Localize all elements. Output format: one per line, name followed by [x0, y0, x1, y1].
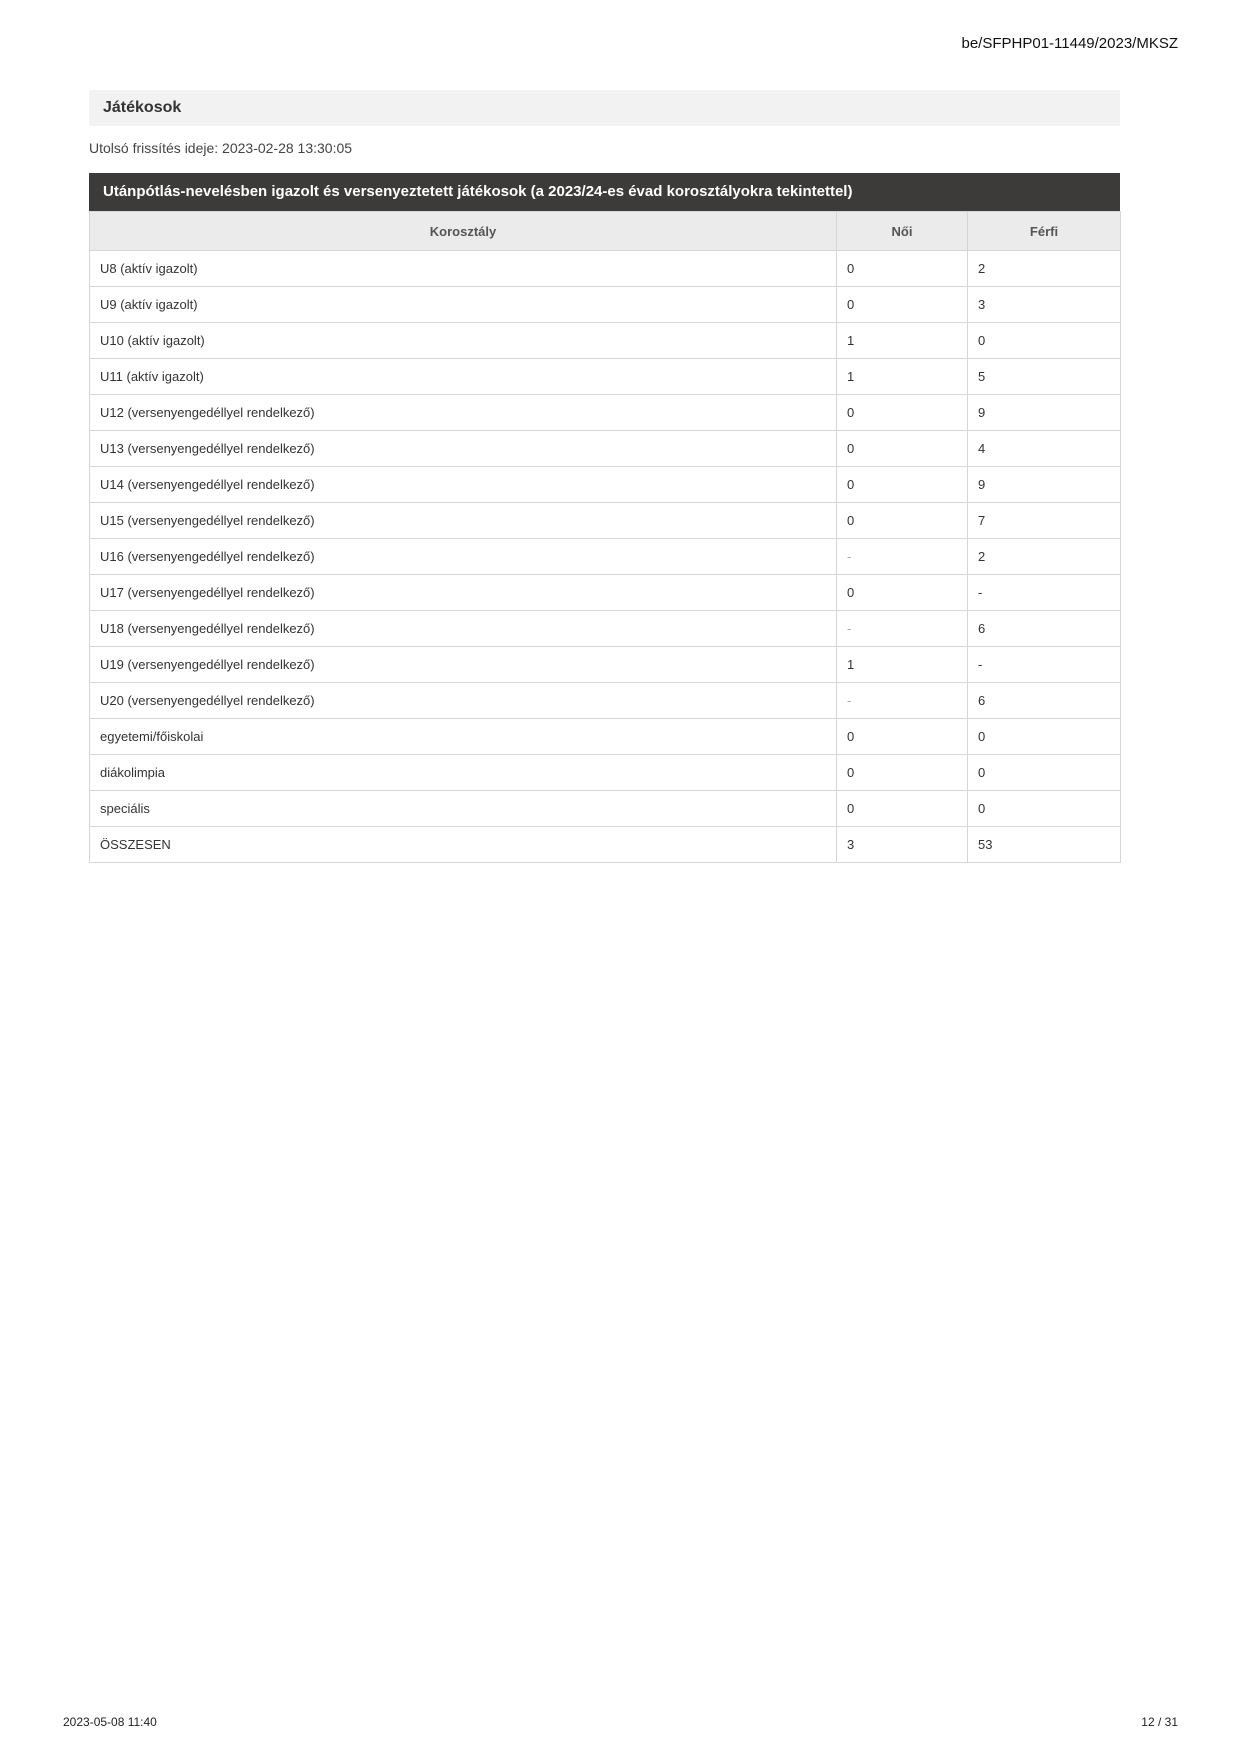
cell-male: 0 — [968, 323, 1121, 359]
cell-female: 0 — [837, 503, 968, 539]
cell-female: 0 — [837, 395, 968, 431]
cell-male: 0 — [968, 791, 1121, 827]
cell-female: 0 — [837, 251, 968, 287]
document-reference: be/SFPHP01-11449/2023/MKSZ — [961, 35, 1178, 52]
cell-category: U9 (aktív igazolt) — [90, 287, 837, 323]
table-row — [90, 611, 1121, 647]
table-header-row — [90, 212, 1121, 251]
header-male: Férfi — [968, 212, 1121, 251]
header-category: Korosztály — [90, 212, 837, 251]
cell-male: 0 — [968, 755, 1121, 791]
table-body — [90, 251, 1121, 863]
cell-male: 2 — [968, 251, 1121, 287]
cell-female: - — [837, 611, 968, 647]
cell-female: 0 — [837, 791, 968, 827]
cell-male: 3 — [968, 287, 1121, 323]
header-female: Női — [837, 212, 968, 251]
table-row — [90, 395, 1121, 431]
cell-female: - — [837, 539, 968, 575]
footer-date: 2023-05-08 11:40 — [63, 1715, 157, 1729]
cell-category: U8 (aktív igazolt) — [90, 251, 837, 287]
cell-category: U20 (versenyengedéllyel rendelkező) — [90, 683, 837, 719]
table-row — [90, 323, 1121, 359]
table-row — [90, 827, 1121, 863]
cell-male: 7 — [968, 503, 1121, 539]
section-header — [89, 90, 1120, 126]
table-row — [90, 683, 1121, 719]
cell-female: 0 — [837, 431, 968, 467]
players-table-container — [89, 173, 1120, 863]
table-row — [90, 359, 1121, 395]
last-updated-text: Utolsó frissítés ideje: 2023-02-28 13:30:05 — [89, 140, 353, 156]
cell-male: 5 — [968, 359, 1121, 395]
cell-male: - — [968, 647, 1121, 683]
table-row — [90, 791, 1121, 827]
players-table — [89, 211, 1121, 863]
cell-male: 0 — [968, 719, 1121, 755]
cell-category: U10 (aktív igazolt) — [90, 323, 837, 359]
cell-female: - — [837, 683, 968, 719]
cell-male: 2 — [968, 539, 1121, 575]
table-row — [90, 431, 1121, 467]
cell-category: U14 (versenyengedéllyel rendelkező) — [90, 467, 837, 503]
footer-page-number: 12 / 31 — [1141, 1715, 1178, 1729]
cell-female: 1 — [837, 323, 968, 359]
cell-female: 3 — [837, 827, 968, 863]
cell-male: 9 — [968, 467, 1121, 503]
cell-category: U15 (versenyengedéllyel rendelkező) — [90, 503, 837, 539]
cell-category: U19 (versenyengedéllyel rendelkező) — [90, 647, 837, 683]
table-row — [90, 575, 1121, 611]
cell-category: U12 (versenyengedéllyel rendelkező) — [90, 395, 837, 431]
cell-male: - — [968, 575, 1121, 611]
cell-category: U11 (aktív igazolt) — [90, 359, 837, 395]
cell-male: 6 — [968, 683, 1121, 719]
cell-female: 1 — [837, 647, 968, 683]
cell-category: diákolimpia — [90, 755, 837, 791]
cell-category: speciális — [90, 791, 837, 827]
table-row — [90, 539, 1121, 575]
cell-female: 0 — [837, 575, 968, 611]
cell-category: U13 (versenyengedéllyel rendelkező) — [90, 431, 837, 467]
table-row — [90, 755, 1121, 791]
cell-male: 4 — [968, 431, 1121, 467]
cell-category: egyetemi/főiskolai — [90, 719, 837, 755]
cell-category: U16 (versenyengedéllyel rendelkező) — [90, 539, 837, 575]
table-row — [90, 719, 1121, 755]
table-title: Utánpótlás-nevelésben igazolt és versenyeztetett játékosok (a 2023/24-es évad korosztályokra tekintettel) — [89, 173, 1120, 211]
cell-female: 0 — [837, 287, 968, 323]
table-row — [90, 503, 1121, 539]
table-row — [90, 287, 1121, 323]
cell-male: 6 — [968, 611, 1121, 647]
table-row — [90, 467, 1121, 503]
cell-female: 1 — [837, 359, 968, 395]
cell-male: 53 — [968, 827, 1121, 863]
cell-female: 0 — [837, 467, 968, 503]
table-row — [90, 647, 1121, 683]
cell-male: 9 — [968, 395, 1121, 431]
cell-category: U17 (versenyengedéllyel rendelkező) — [90, 575, 837, 611]
section-title: Játékosok — [103, 99, 182, 116]
cell-female: 0 — [837, 719, 968, 755]
cell-category: ÖSSZESEN — [90, 827, 837, 863]
cell-category: U18 (versenyengedéllyel rendelkező) — [90, 611, 837, 647]
cell-female: 0 — [837, 755, 968, 791]
table-row — [90, 251, 1121, 287]
